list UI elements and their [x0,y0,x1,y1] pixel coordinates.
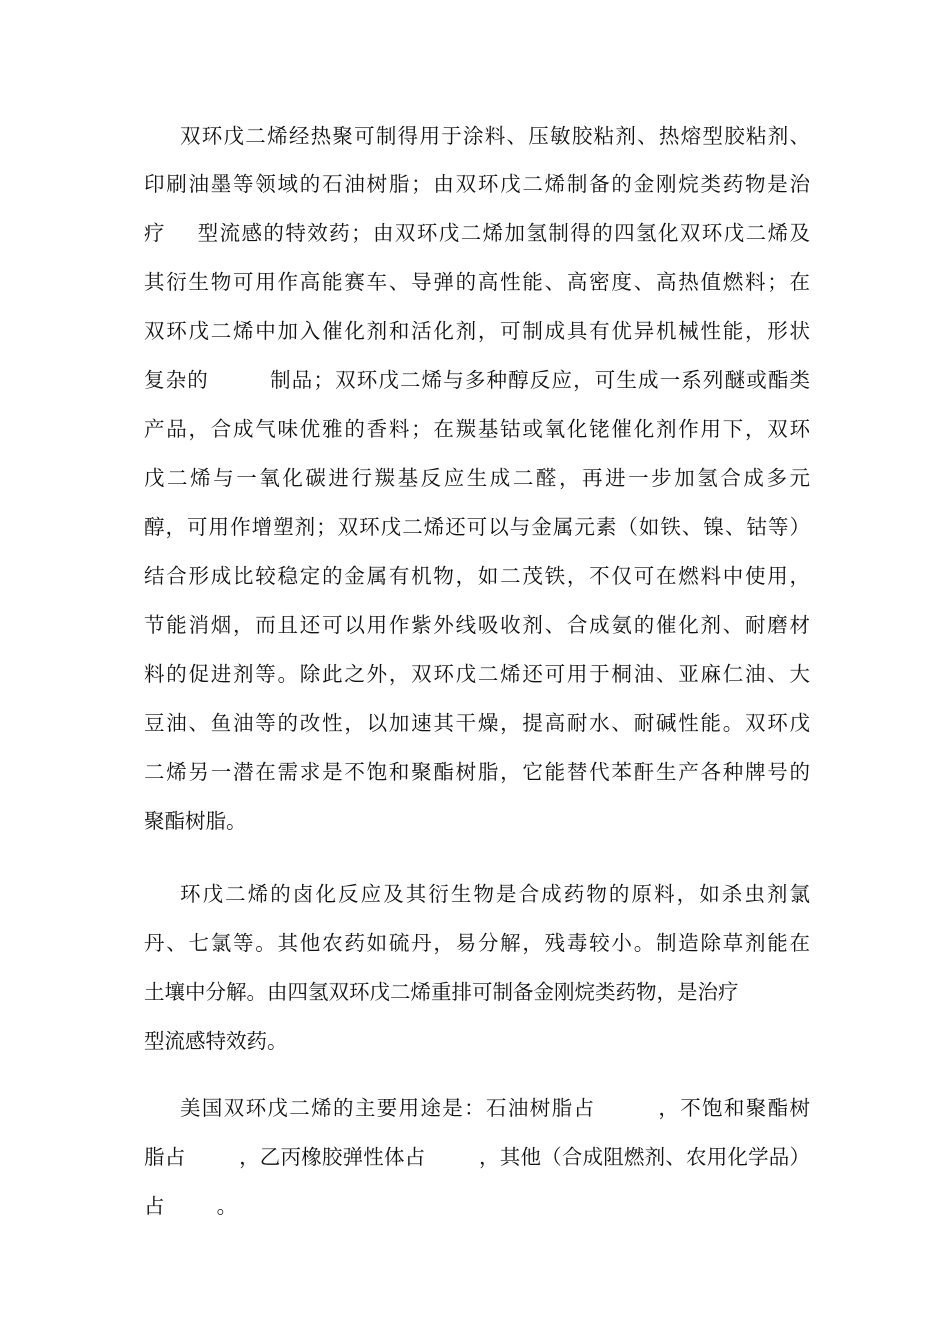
text-line: 美国双环戊二烯的主要用途是：石油树脂占 ，不饱和聚酯树 [180,1096,810,1120]
text-line: 环戊二烯的卤化反应及其衍生物是合成药物的原料，如杀虫剂氯 [180,882,810,906]
text-line: 二烯另一潜在需求是不饱和聚酯树脂，它能替代苯酐生产各种牌号的 [144,760,810,784]
text-line: 料的促进剂等。除此之外，双环戊二烯还可用于桐油、亚麻仁油、大 [144,662,810,686]
text-line: 丹、七氯等。其他农药如硫丹，易分解，残毒较小。制造除草剂能在 [144,931,810,955]
text-line: 聚酯树脂。 [144,809,247,833]
text-line: 印刷油墨等领域的石油树脂；由双环戊二烯制备的金刚烷类药物是治 [144,172,810,196]
text-line: 戊二烯与一氧化碳进行羰基反应生成二醛，再进一步加氢合成多元 [144,466,810,490]
text-line: 占 。 [144,1194,238,1218]
text-line: 脂占 ，乙丙橡胶弹性体占 ，其他（合成阻燃剂、农用化学品） [144,1145,810,1169]
text-line: 结合形成比较稳定的金属有机物，如二茂铁，不仅可在燃料中使用， [144,564,810,588]
text-line: 土壤中分解。由四氢双环戊二烯重排可制备金刚烷类药物，是治疗 [144,980,739,1004]
text-line: 其衍生物可用作高能赛车、导弹的高性能、高密度、高热值燃料；在 [144,270,810,294]
text-line: 型流感特效药。 [144,1029,288,1053]
text-line: 节能消烟，而且还可以用作紫外线吸收剂、合成氨的催化剂、耐磨材 [144,613,810,637]
text-line: 复杂的 制品；双环戊二烯与多种醇反应，可生成一系列醚或酯类 [144,368,810,392]
text-line: 产品，合成气味优雅的香料；在羰基钴或氧化铑催化剂作用下，双环 [144,417,810,441]
text-line: 双环戊二烯经热聚可制得用于涂料、压敏胶粘剂、热熔型胶粘剂、 [180,124,810,148]
text-line: 双环戊二烯中加入催化剂和活化剂，可制成具有优异机械性能，形状 [144,319,810,343]
text-line: 醇，可用作增塑剂；双环戊二烯还可以与金属元素（如铁、镍、钴等） [144,515,810,539]
text-line: 疗 型流感的特效药；由双环戊二烯加氢制得的四氢化双环戊二烯及 [144,221,810,245]
text-line: 豆油、鱼油等的改性，以加速其干燥，提高耐水、耐碱性能。双环戊 [144,711,810,735]
